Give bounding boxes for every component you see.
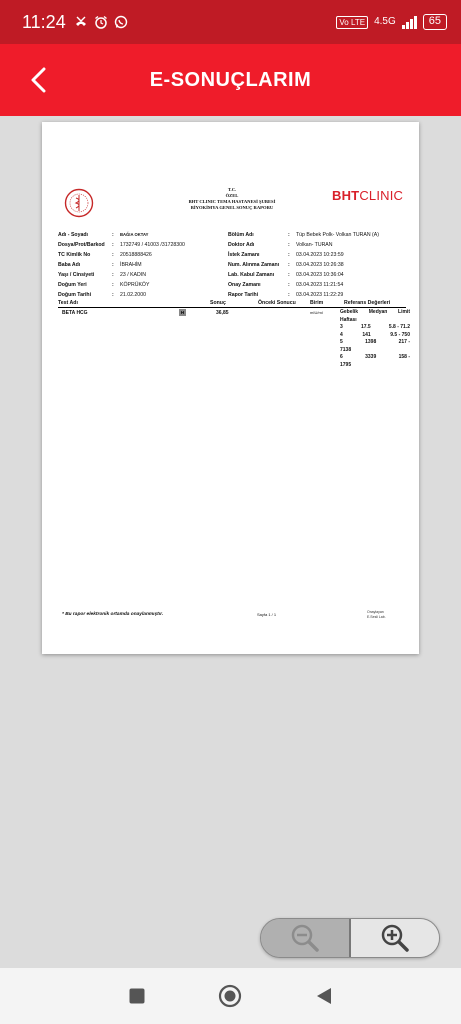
back-triangle-icon xyxy=(314,986,334,1006)
zoom-control xyxy=(260,918,440,958)
results-table-header xyxy=(58,300,406,308)
patient-info-right: Bölüm Adı : Tüp Bebek Polk- Volkan TURAN (A) Doktor Adı : Volkan- TURAN İstek Zamanı : 03.04.2023 10:23:59 Num. Alınma Zamanı : 03.04.2023 10:26:38 Lab. Kabul Zamanı : 03.04.2023 10:36:04 Onay Zamanı : 03.04.2023 11:21:54 Rapor Tarihi : 03.04.2023 11:22:29 xyxy=(228,232,379,298)
app-bar xyxy=(0,44,461,116)
page-number: Sayfa 1 / 1 xyxy=(257,612,277,617)
ref-cell: 7138 xyxy=(340,346,352,353)
info-value: BAĞIA OKTAY xyxy=(120,232,149,237)
header-line-4: BİYOKİMYA GENEL SONUÇ RAPORU xyxy=(190,205,274,210)
info-value: 03.04.2023 11:21:54 xyxy=(296,282,344,288)
back-arrow-icon xyxy=(28,67,48,93)
zoom-out-button[interactable] xyxy=(261,919,349,957)
back-button[interactable] xyxy=(20,62,56,98)
ref-cell: 3339 xyxy=(365,354,377,360)
whatsapp-icon xyxy=(114,15,128,29)
info-value: 21.02.2000 xyxy=(120,292,146,298)
back-nav-button[interactable] xyxy=(310,982,338,1010)
info-key: İstek Zamanı xyxy=(228,252,260,258)
header-line-1: T.C. xyxy=(227,187,237,192)
pdf-viewer[interactable] xyxy=(0,116,461,968)
electronic-approval-note: * Bu rapor elektronik ortamda onaylanmıştır. xyxy=(62,612,164,617)
ref-cell: 1795 xyxy=(340,361,352,368)
info-value: KÖPRÜKÖY xyxy=(120,282,150,288)
info-key: Yaşı / Cinsiyeti xyxy=(58,272,95,278)
ref-cell: 217 - xyxy=(398,339,410,345)
info-value: Tüp Bebek Polk- Volkan TURAN (A) xyxy=(296,232,379,238)
recents-square-icon xyxy=(128,987,146,1005)
home-circle-icon xyxy=(218,984,242,1008)
info-key: Dosya/Prot/Barkod xyxy=(58,242,105,248)
approver-label: Onaylayan xyxy=(367,610,384,614)
battery-indicator: 65 xyxy=(423,14,447,30)
header-line-2: ÖZEL xyxy=(225,193,239,198)
info-key: Doğum Tarihi xyxy=(58,292,92,298)
col-previous: Önceki Sonucu xyxy=(258,300,296,306)
brand-bold: BHT xyxy=(332,188,360,203)
ref-head-median: Medyan xyxy=(368,309,388,315)
status-notification-icons xyxy=(74,15,128,29)
ref-cell: 141 xyxy=(362,331,371,338)
system-nav-bar xyxy=(0,968,461,1024)
zoom-out-icon xyxy=(290,923,320,953)
network-type: 4.5G xyxy=(374,16,396,27)
test-result: 36,85 xyxy=(216,310,229,316)
brand-logo xyxy=(332,188,403,203)
ministry-seal-logo xyxy=(64,188,94,218)
info-key: TC Kimlik No xyxy=(58,252,91,258)
info-value: Volkan- TURAN xyxy=(296,242,333,248)
info-key: Num. Alınma Zamanı xyxy=(228,262,280,268)
home-button[interactable] xyxy=(216,982,244,1010)
status-time: 11:24 xyxy=(22,11,66,32)
info-key: Lab. Kabul Zamanı xyxy=(228,272,275,278)
ref-cell: 1398 xyxy=(365,339,377,345)
info-value: 03.04.2023 10:26:38 xyxy=(296,262,344,268)
info-key: Doğum Yeri xyxy=(58,282,87,288)
info-key: Bölüm Adı xyxy=(228,232,254,238)
signal-bars-icon xyxy=(402,15,417,29)
ref-head-week: Gebelik xyxy=(340,309,359,315)
info-value: 20518888426 xyxy=(120,252,152,258)
brand-light: CLINIC xyxy=(359,188,404,203)
col-unit: Birim xyxy=(310,300,324,306)
status-bar xyxy=(0,0,461,44)
alarm-icon xyxy=(94,15,108,29)
patient-info-left: Adı - Soyadı : BAĞIA OKTAY Dosya/Prot/Barkod : 1732749 / 41003 /31728300 TC Kimlik No : 20518888426 Baba Adı : İBRAHİM Yaşı / Cinsiyeti : 23 / KADIN Doğum Yeri : KÖPRÜKÖY Doğum Tarihi : 21.02.2000 xyxy=(58,232,185,298)
info-key: Onay Zamanı xyxy=(228,282,261,288)
test-unit: mIU/ml xyxy=(310,310,323,315)
ref-cell: 17.5 xyxy=(360,324,371,330)
zoom-in-icon xyxy=(380,923,410,953)
volte-badge: Vo LTE xyxy=(336,16,368,29)
high-flag-badge: H xyxy=(180,310,185,315)
info-value: İBRAHİM xyxy=(120,262,142,268)
report-page xyxy=(42,122,419,654)
reference-values xyxy=(340,309,410,369)
info-key: Baba Adı xyxy=(58,262,81,268)
missed-call-icon xyxy=(74,15,88,29)
ref-head-week-2: Haftası xyxy=(340,316,357,323)
info-key: Doktor Adı xyxy=(228,242,255,248)
info-value: 23 / KADIN xyxy=(120,272,146,278)
recents-button[interactable] xyxy=(123,982,151,1010)
info-value: 03.04.2023 11:22:29 xyxy=(296,292,344,298)
header-line-3: BHT CLINIC TEMA HASTANESİ ŞUBESİ xyxy=(188,199,276,204)
approver-signature xyxy=(367,610,386,620)
ref-cell: 4 xyxy=(340,331,343,338)
ref-cell: 5 xyxy=(340,339,343,345)
status-system-icons xyxy=(336,14,447,30)
approver-name: E.Sesli Lab. xyxy=(367,615,386,619)
ref-cell: 6 xyxy=(340,354,343,360)
col-test-name: Test Adı xyxy=(58,300,78,306)
info-value: 03.04.2023 10:36:04 xyxy=(296,272,344,278)
col-reference: Referans Değerleri xyxy=(344,300,391,306)
ref-head-limit: Limit xyxy=(398,309,410,315)
info-value: 03.04.2023 10:23:59 xyxy=(296,252,344,258)
info-key: Rapor Tarihi xyxy=(228,292,259,298)
report-header xyxy=(142,187,322,211)
info-value: 1732749 / 41003 /31728300 xyxy=(120,242,185,248)
zoom-in-button[interactable] xyxy=(349,919,439,957)
ref-cell: 9.5 - 750 xyxy=(390,331,410,338)
ref-cell: 5.8 - 71.2 xyxy=(388,324,410,330)
test-name: BETA HCG xyxy=(62,310,88,316)
col-result: Sonuç xyxy=(210,300,226,306)
info-key: Adı - Soyadı xyxy=(58,232,88,238)
page-title: E-SONUÇLARIM xyxy=(149,68,312,91)
ref-cell: 3 xyxy=(340,324,343,330)
ref-cell: 158 - xyxy=(398,354,410,360)
